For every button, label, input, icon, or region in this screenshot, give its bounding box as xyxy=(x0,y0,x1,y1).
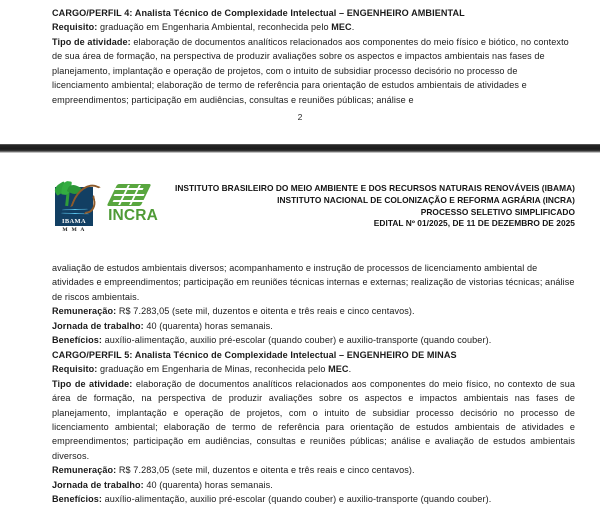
perfil5-requisito-period: . xyxy=(348,364,352,375)
ibama-logo-icon xyxy=(52,183,97,235)
perfil4-beneficios xyxy=(52,333,575,347)
perfil4-block xyxy=(52,6,575,107)
incra-logo-wordmark: INCRA xyxy=(108,207,158,224)
perfil4-remuneracao xyxy=(52,304,575,318)
perfil5-title-text: CARGO/PERFIL 5: Analista Técnico de Complexidade Intelectual – ENGENHEIRO DE MINAS xyxy=(52,349,457,360)
perfil5-tipo-label: Tipo de atividade: xyxy=(52,378,133,389)
ibama-logo-wordmark: IBAMA xyxy=(55,217,93,226)
page-bottom-body xyxy=(52,261,575,507)
perfil5-tipo-value: elaboração de documentos analíticos relacionados aos componentes do meio físico, no contexto de sua área de formação, na perspectiva de produzir avaliações sobre os aspectos e impactos ambientais nas fases de planejamento, implantação e operação de projetos, com o intuito de subsidiar processo decisório no processo de licenciamento ambiental; elaboração de termo de referência para orientação de estudos ambientais de atividades e empreendimentos; participação em audiências, consultas e reuniões públicas; análise e avaliação de estudos ambientais diversos. xyxy=(52,378,575,461)
perfil5-beneficios-label: Benefícios: xyxy=(52,494,103,505)
incra-furrow-line xyxy=(112,200,144,202)
page-separator xyxy=(0,144,600,153)
perfil4-jornada-value: 40 (quarenta) horas semanais. xyxy=(143,320,273,331)
perfil4-requisito-period: . xyxy=(351,22,355,33)
perfil4-title xyxy=(52,6,575,20)
perfil5-jornada-value: 40 (quarenta) horas semanais. xyxy=(143,479,273,490)
document-page-bottom xyxy=(0,153,600,514)
page-number: 2 xyxy=(297,112,303,122)
perfil5-remuneracao xyxy=(52,463,575,477)
perfil5-beneficios xyxy=(52,492,575,506)
masthead-line-ibama: INSTITUTO BRASILEIRO DO MEIO AMBIENTE E DOS RECURSOS NATURAIS RENOVÁVEIS (IBAMA) xyxy=(175,183,575,193)
perfil4-continuation: avaliação de estudos ambientais diversos; acompanhamento e instrução de processos de licenciamento ambiental de atividades e empreendimentos; participação em reuniões técnicas internas e externas; realização de vistorias técnicas; análise de riscos ambientais. xyxy=(52,263,575,302)
perfil5-jornada-label: Jornada de trabalho: xyxy=(52,479,144,490)
perfil5-tipo-atividade xyxy=(52,377,575,464)
ibama-logo-subtitle: M M A xyxy=(62,227,86,233)
perfil5-jornada xyxy=(52,478,575,492)
masthead-line-edital: EDITAL Nº 01/2025, DE 11 DE DEZEMBRO DE 2025 xyxy=(373,218,575,229)
masthead xyxy=(0,181,600,243)
perfil4-requisito-mec: MEC xyxy=(331,22,352,33)
perfil5-requisito xyxy=(52,362,575,376)
perfil5-beneficios-value: auxílio-alimentação, auxilio pré-escolar (quando couber) e auxilio-transporte (quando couber). xyxy=(102,494,492,505)
perfil4-beneficios-label: Benefícios: xyxy=(52,335,103,346)
incra-furrow-line xyxy=(113,194,144,196)
perfil5-requisito-mec: MEC xyxy=(328,364,349,375)
perfil5-requisito-label: Requisito: xyxy=(52,364,98,375)
perfil5-requisito-value: graduação em Engenharia de Minas, reconhecida pelo xyxy=(97,364,329,375)
masthead-line-processo: PROCESSO SELETIVO SIMPLIFICADO xyxy=(420,206,575,217)
masthead-line-incra: INSTITUTO NACIONAL DE COLONIZAÇÃO E REFORMA AGRÁRIA (INCRA) xyxy=(277,194,575,205)
perfil4-tipo-label: Tipo de atividade: xyxy=(52,36,131,47)
perfil4-requisito xyxy=(52,20,575,34)
incra-field-icon xyxy=(112,184,152,208)
perfil4-jornada-label: Jornada de trabalho: xyxy=(52,320,144,331)
perfil4-tipo-value: elaboração de documentos analíticos relacionados aos componentes do meio físico e biótico, no contexto de sua área de formação, na perspectiva de produzir avaliações sobre os aspectos e impactos ambientais nas fases de planejamento, implantação e operação de projetos, com o intuito de subsidiar processo decisório no processo de licenciamento ambiental; elaboração de termo de referência para orientação de estudos ambientais de atividades e empreendimentos; participação em audiências, consultas e reuniões públicas; análise e xyxy=(52,36,569,105)
perfil4-beneficios-value: auxílio-alimentação, auxilio pré-escolar (quando couber) e auxilio-transporte (quando couber). xyxy=(102,335,492,346)
perfil4-tipo-atividade xyxy=(52,35,575,107)
perfil4-requisito-label: Requisito: xyxy=(52,22,98,33)
perfil4-remuneracao-value: R$ 7.283,05 (sete mil, duzentos e oitenta e três reais e cinco centavos). xyxy=(116,306,415,317)
perfil4-title-text: CARGO/PERFIL 4: Analista Técnico de Complexidade Intelectual – ENGENHEIRO AMBIENTAL xyxy=(52,8,465,18)
perfil4-requisito-value: graduação em Engenharia Ambiental, reconhecida pelo xyxy=(97,22,332,33)
incra-logo-icon xyxy=(102,184,164,234)
masthead-logos xyxy=(50,181,165,239)
perfil5-remuneracao-value: R$ 7.283,05 (sete mil, duzentos e oitenta e três reais e cinco centavos). xyxy=(116,465,415,476)
perfil5-remuneracao-label: Remuneração: xyxy=(52,465,117,476)
perfil4-jornada xyxy=(52,319,575,333)
document-page-top xyxy=(0,0,600,144)
masthead-title-block xyxy=(170,183,575,230)
perfil4-remuneracao-label: Remuneração: xyxy=(52,306,117,317)
perfil5-title xyxy=(52,348,575,362)
